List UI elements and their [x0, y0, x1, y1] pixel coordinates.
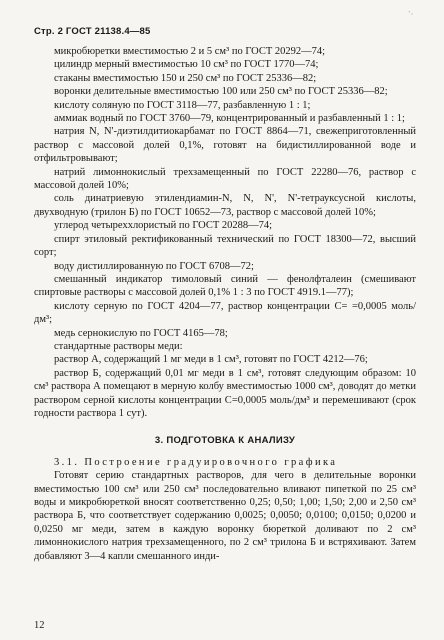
list-item: соль динатриевую этилендиамин-N, N, N', N'-тетрауксусной кислоты, двухводную (трилон Б) по ГОСТ 10652—73, раствор с массовой долей 10%; [34, 193, 416, 218]
list-item: раствор А, содержащий 1 мг меди в 1 см³, готовят по ГОСТ 4212—76; [54, 354, 368, 366]
list-item: стандартные растворы меди: [54, 340, 183, 352]
list-item: натрия N, N'-диэтилдитиокарбамат по ГОСТ 8864—71, свежеприготовленный раствор с массовой долей 0,1%, готовят на бидистиллированной воде и отфильтровывают; [34, 126, 416, 165]
page-header: Стр. 2 ГОСТ 21138.4—85 [34, 26, 151, 37]
list-item: кислоту серную по ГОСТ 4204—77, раствор концентрации С= =0,0005 моль/дм³; [34, 300, 416, 326]
subsection-title: 3.1. Построение градуировочного графика [54, 456, 338, 468]
list-item: смешанный индикатор тимоловый синий — фенолфталеин (смешивают спиртовые растворы с массовой долей 0,1% 1 : 3 по ГОСТ 4919.1—77); [34, 273, 416, 299]
list-item: кислоту соляную по ГОСТ 3118—77, разбавленную 1 : 1; [54, 99, 311, 111]
paragraph: Готовят серию стандартных растворов, для чего в делительные воронки вместимостью 100 см³ или 250 см³ последовательно вливают пипеткой по 25 см³ воды и микробюреткой вносят соответственно 0,25; 0,50; 1,00; 1,50; 2,00 и 2,50 см³ раствора Б, что соответствует содержанию 0,0025; 0,0050; 0,0100; 0,0150; 0,0200 и 0,0250 мг меди, затем в каждую воронку бюреткой доливают по 2 см³ лимоннокислого натрия трехзамещенного, по 2 см³ трилона Б и встряхивают. Затем добавляют 3—4 капли смешанного инди- [34, 470, 416, 562]
list-item: цилиндр мерный вместимостью 10 см³ по ГОСТ 1770—74; [54, 59, 319, 71]
page-number: 12 [34, 620, 45, 631]
list-item: медь сернокислую по ГОСТ 4165—78; [54, 327, 228, 339]
section-title: 3. ПОДГОТОВКА К АНАЛИЗУ [154, 435, 296, 447]
list-item: стаканы вместимостью 150 и 250 см³ по ГОСТ 25336—82; [54, 72, 317, 84]
list-item: аммиак водный по ГОСТ 3760—79, концентрированный и разбавленный 1 : 1; [54, 113, 405, 125]
list-item: раствор Б, содержащий 0,01 мг меди в 1 см³, готовят следующим образом: 10 см³ раствора А помещают в мерную колбу вместимостью 1000 см³, доводят до метки раствором серной кислоты концентрации С=0,0005 моль/дм³ и перемешивают (срок годности раствора 1 сут). [34, 367, 416, 419]
list-item: углерод четыреххлористый по ГОСТ 20288—74; [54, 220, 273, 232]
list-item: спирт этиловый ректификованный технический по ГОСТ 18300—72, высший сорт; [34, 233, 416, 259]
list-item: микробюретки вместимостью 2 и 5 см³ по ГОСТ 20292—74; [54, 46, 326, 57]
list-item: воронки делительные вместимостью 100 или 250 см³ по ГОСТ 25336—82; [54, 86, 388, 98]
list-item: воду дистиллированную по ГОСТ 6708—72; [54, 260, 254, 272]
list-item: натрий лимоннокислый трехзамещенный по ГОСТ 22280—76, раствор с массовой долей 10%; [34, 166, 416, 192]
corner-mark: `· [408, 10, 414, 19]
body-text [34, 45, 416, 563]
